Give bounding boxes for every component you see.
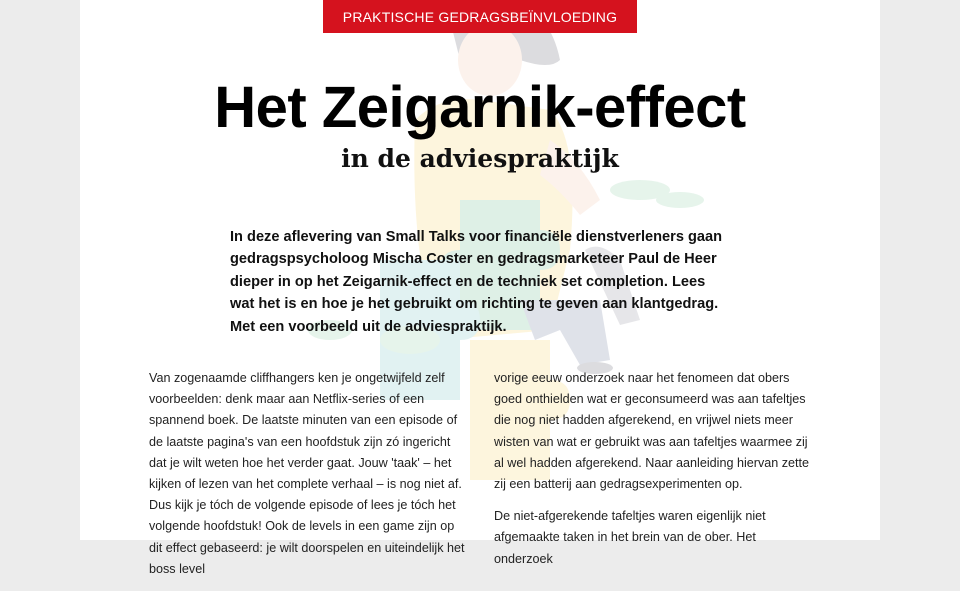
body-paragraph: De niet-afgerekende tafeltjes waren eigenlijk niet afgemaakte taken in het brein van de ober. Het onderzoek [494,509,766,566]
body-paragraph: Van zogenaamde cliffhangers ken je ongetwijfeld zelf voorbeelden: denk maar aan Netflix-series of een spannend boek. De laatste minuten van een episode of de laatste pagina's van een hoofdstuk zijn zó ingericht dat je wilt weten hoe het verder gaat. Jouw 'taak' – het kijken of lezen van het complete verhaal – is nog niet af. Dus kijk je tóch de volgende episode of lees je tóch het volgende hoofdstuk! Ook de levels in een game zijn op dit effect gebaseerd: je wilt doorspelen en uiteindelijk het boss level [149,371,465,576]
body-column-right [494,368,818,581]
category-label: PRAKTISCHE GEDRAGSBEÏNVLOEDING [323,0,637,33]
body-column-left [149,368,467,591]
body-paragraph: vorige eeuw onderzoek naar het fenomeen dat obers goed onthielden wat er geconsumeerd was aan tafeltjes die nog niet hadden afgerekend, en vrijwel niets meer wisten van wat er gebruikt was aan tafeltjes waarmee zij al wel hadden afgerekend. Naar aanleiding hiervan zette zij een batterij aan gedragsexperimenten op. [494,371,810,492]
article-page [80,0,880,576]
article-title: Het Zeigarnik-effect [214,75,746,140]
article-intro: In deze aflevering van Small Talks voor financiële dienstverleners gaan gedragspsycholoog Mischa Coster en gedragsmarketeer Paul de Heer dieper in op het Zeigarnik-effect en de techniek set completion. Lees wat het is en hoe je het gebruikt om richting te geven aan klantgedrag. Met een voorbeeld uit de adviespraktijk. [230,229,723,335]
article-subtitle: in de adviespraktijk [341,144,619,173]
